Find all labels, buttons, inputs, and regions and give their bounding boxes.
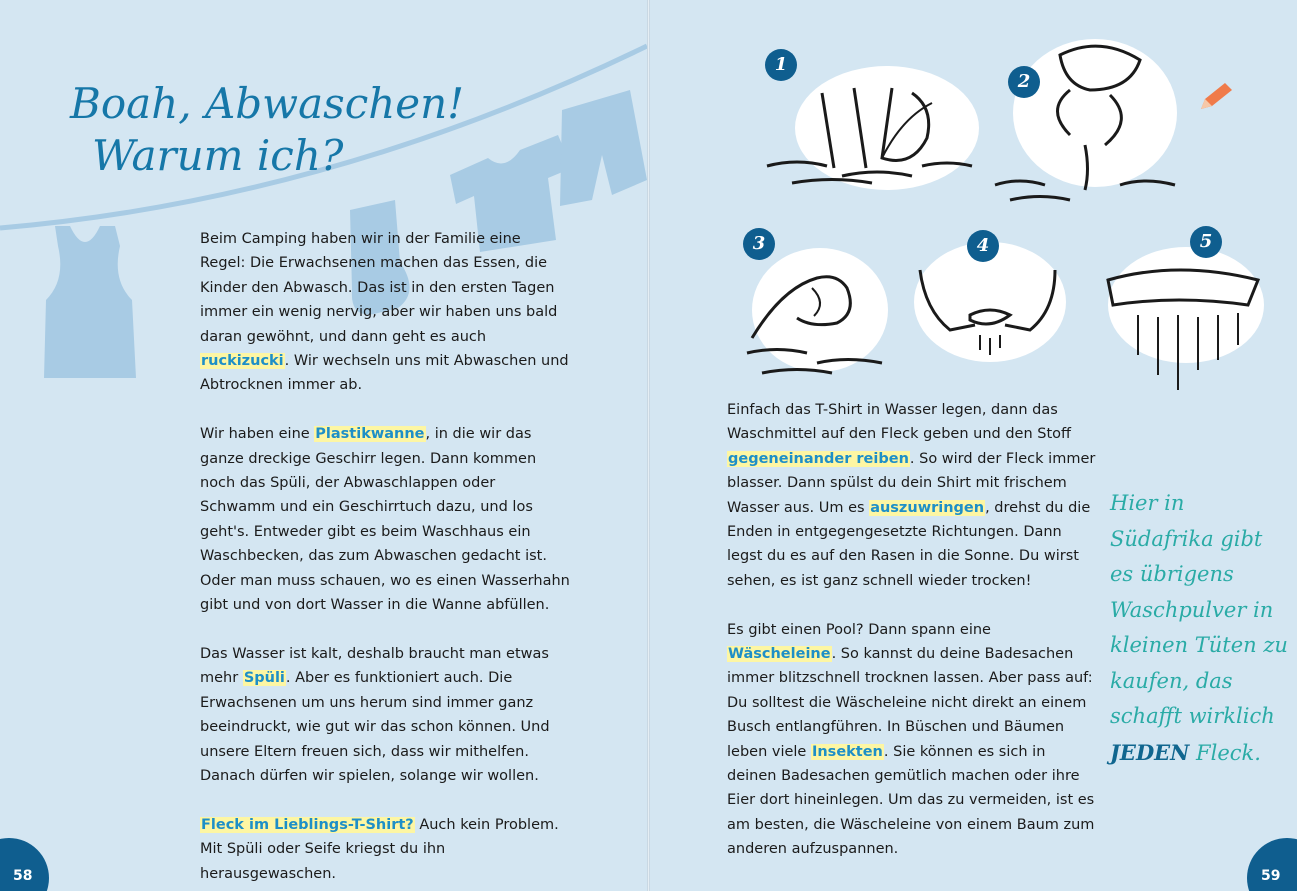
pencil-icon [1196,80,1236,114]
paragraph: Einfach das T-Shirt in Wasser legen, dann das Waschmittel auf den Fleck geben und den Stoff gegeneinander reiben. So wird der Fleck immer blasser. Dann spülst du dein Shirt mit frischem Wasser aus. Um es auszuwringen, drehst du die Enden in entgegengesetzte Richtungen. Dann legst du es auf den Rasen in die Sonne. Du wirst sehen, es ist ganz schnell wieder trocken! [727,402,1096,589]
step-number: 1 [765,49,797,81]
step-number: 4 [967,230,999,262]
highlight: gegeneinander reiben [728,450,909,467]
highlight: auszuwringen [870,499,985,516]
hands-rubbing-fabric-icon [990,35,1180,205]
step-2-illustration [990,35,1180,205]
paragraph: Beim Camping haben wir in der Familie eine Regel: Die Erwachsenen machen das Essen, die Kinder den Abwasch. Das ist in den ersten Tagen immer ein wenig nervig, aber wir haben uns bald daran gewöhnt, und dann geht es auch ruckizucki. Wir wechseln uns mit Abwaschen und Abtrocknen immer ab. [200,231,569,394]
paragraph: Das Wasser ist kalt, deshalb braucht man etwas mehr Spüli. Aber es funktioniert auch. Die Erwachsenen um uns herum sind immer ganz beeindruckt, wie gut wir das schon können. Und unsere Eltern freuen sich, dass wir mithelfen. Danach dürfen wir spielen, solange wir wollen. [200,645,550,784]
shirt-dripping-water-icon [1098,225,1266,400]
right-page [650,0,1297,891]
side-note [1110,486,1292,771]
right-body-text [727,398,1097,886]
side-note-end: Fleck. [1189,740,1261,765]
paragraph: Fleck im Lieblings-T-Shirt? Auch kein Problem. Mit Spüli oder Seife kriegst du ihn herausgewaschen. [200,816,559,882]
title-line-2: Warum ich? [92,131,344,180]
step-3-illustration [742,228,890,378]
highlight: Insekten [811,743,883,760]
highlight: Plastikwanne [315,426,425,443]
left-page [0,0,647,891]
page-title [70,78,464,182]
step-1-illustration [762,48,982,198]
page-number: 59 [1261,868,1281,884]
step-5-illustration [1098,225,1266,400]
page-number-badge [1247,838,1297,891]
side-note-emphasis: JEDEN [1110,739,1190,765]
step-number: 5 [1190,226,1222,258]
paragraph: Wir haben eine Plastikwanne, in die wir das ganze dreckige Geschirr legen. Dann kommen noch das Spüli, der Abwaschlappen oder Schwamm und ein Geschirrtuch dazu, und los geht's. Entweder gibt es beim Waschhaus ein Waschbecken, das zum Abwaschen gedacht ist. Oder man muss schauen, wo es einen Wasserhahn gibt und von dort Wasser in die Wanne abfüllen. [200,426,570,614]
page-number: 58 [13,868,33,884]
step-number: 2 [1008,66,1040,98]
step-4-illustration [905,230,1070,370]
left-body-text [200,227,570,891]
highlight: ruckizucki [201,353,284,370]
highlight: Spüli [243,670,285,687]
highlight: Wäscheleine [728,646,831,663]
side-note-text: Hier in Südafrika gibt es übrigens Waschpulver in kleinen Tüten zu kaufen, das schafft wirklich [1110,491,1288,728]
paragraph: Es gibt einen Pool? Dann spann eine Wäscheleine. So kannst du deine Badesachen immer blitzschnell trocknen lassen. Aber pass auf: Du solltest die Wäscheleine nicht direkt an einem Busch entlangführen. In Büschen und Bäumen leben viele Insekten. Sie können es sich in deinen Badesachen gemütlich machen oder ihre Eier dort hineinlegen. Um das zu vermeiden, ist es am besten, die Wäscheleine von einem Baum zum anderen aufzuspannen. [727,621,1095,858]
highlight: Fleck im Lieblings-T-Shirt? [201,816,414,833]
step-number: 3 [743,228,775,260]
title-line-1: Boah, Abwaschen! [70,79,465,128]
